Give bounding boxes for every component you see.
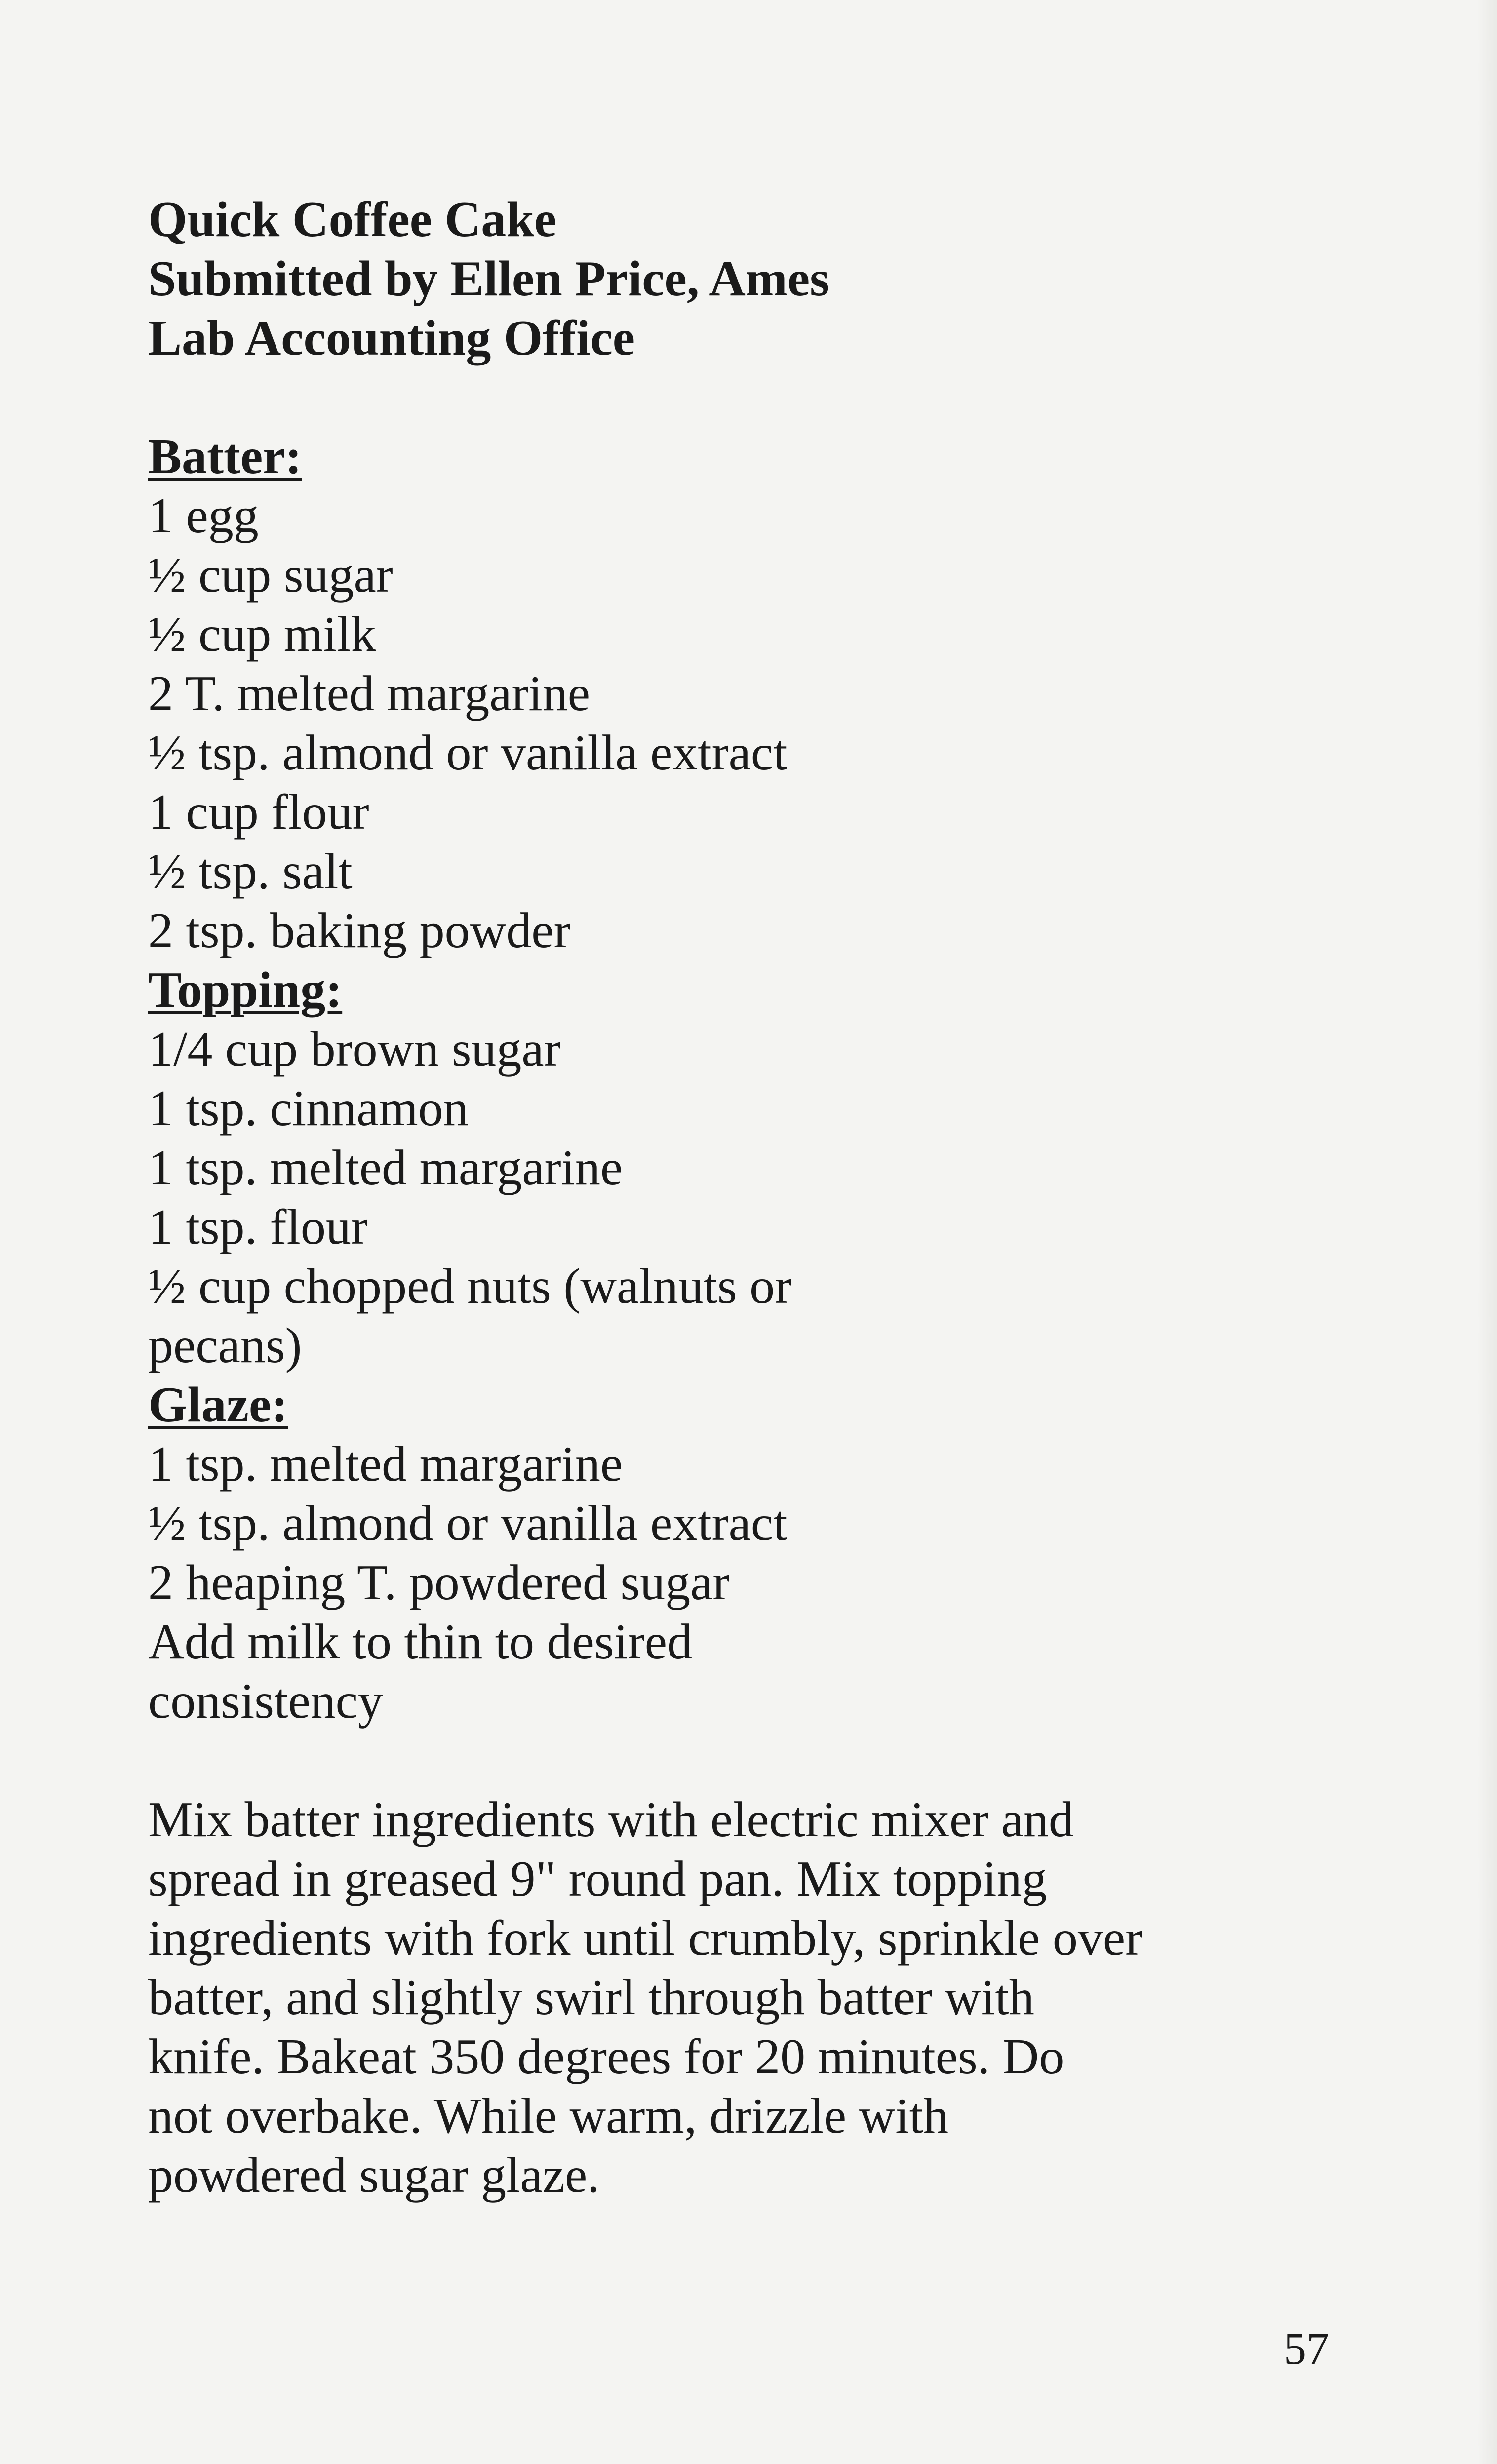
ingredient-item: ½ tsp. almond or vanilla extract xyxy=(148,725,788,781)
ingredient-item: 2 T. melted margarine xyxy=(148,666,591,722)
glaze-ingredient-list xyxy=(148,1435,1323,1731)
ingredient-item: consistency xyxy=(148,1673,383,1729)
spacer xyxy=(148,1731,1323,1790)
ingredient-item: ½ cup milk xyxy=(148,606,376,662)
ingredient-item: 1 egg xyxy=(148,488,259,544)
glaze-heading: Glaze: xyxy=(148,1377,288,1433)
ingredient-item: 1 tsp. cinnamon xyxy=(148,1081,469,1136)
ingredient-item: 1 cup flour xyxy=(148,784,369,840)
instruction-line: not overbake. While warm, drizzle with xyxy=(148,2088,949,2144)
recipe-submitter-line: Submitted by Ellen Price, Ames xyxy=(148,251,829,307)
batter-ingredient-list xyxy=(148,486,1323,961)
ingredient-item: 1 tsp. melted margarine xyxy=(148,1140,623,1196)
spacer xyxy=(148,368,1323,427)
instruction-line: ingredients with fork until crumbly, sprinkle over xyxy=(148,1910,1142,1966)
ingredient-item: 1 tsp. melted margarine xyxy=(148,1436,623,1492)
page-edge-shadow xyxy=(1477,0,1497,2464)
instruction-line: spread in greased 9" round pan. Mix topping xyxy=(148,1851,1047,1907)
instruction-line: Mix batter ingredients with electric mixer and xyxy=(148,1792,1074,1848)
recipe-title-line: Quick Coffee Cake xyxy=(148,192,557,247)
page-number: 57 xyxy=(1284,2323,1329,2374)
recipe-submitter-office: Lab Accounting Office xyxy=(148,310,635,366)
recipe-instructions xyxy=(148,1790,1323,2205)
ingredient-item: ½ tsp. almond or vanilla extract xyxy=(148,1495,788,1551)
instruction-line: batter, and slightly swirl through batter with xyxy=(148,1970,1034,2025)
ingredient-item: Add milk to thin to desired xyxy=(148,1614,693,1670)
ingredient-item: 1/4 cup brown sugar xyxy=(148,1021,561,1077)
ingredient-item: 2 heaping T. powdered sugar xyxy=(148,1555,730,1611)
instruction-line: powdered sugar glaze. xyxy=(148,2147,600,2203)
ingredient-item: ½ cup sugar xyxy=(148,547,393,603)
topping-ingredient-list xyxy=(148,1020,1323,1375)
batter-heading: Batter: xyxy=(148,429,302,485)
instruction-line: knife. Bakeat 350 degrees for 20 minutes. Do xyxy=(148,2029,1064,2085)
ingredient-item: 1 tsp. flour xyxy=(148,1199,368,1255)
ingredient-item: ½ tsp. salt xyxy=(148,844,353,899)
ingredient-item: 2 tsp. baking powder xyxy=(148,903,571,959)
recipe-title xyxy=(148,190,1323,368)
recipe xyxy=(148,190,1323,2205)
topping-heading: Topping: xyxy=(148,962,343,1018)
ingredient-item: pecans) xyxy=(148,1318,302,1373)
ingredient-item: ½ cup chopped nuts (walnuts or xyxy=(148,1258,792,1314)
